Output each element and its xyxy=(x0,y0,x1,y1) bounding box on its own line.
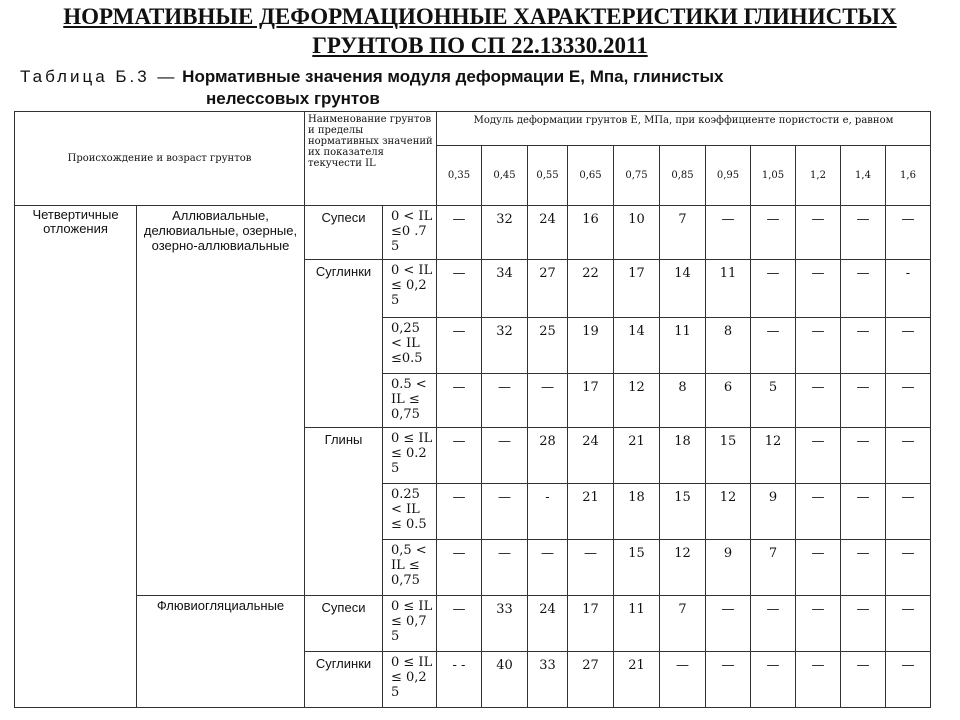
modulus-value: - xyxy=(528,484,568,540)
modulus-value: 5 xyxy=(751,374,796,428)
modulus-value: — xyxy=(841,596,886,652)
modulus-value: 28 xyxy=(528,428,568,484)
slide-title xyxy=(20,2,940,60)
modulus-value: — xyxy=(886,540,931,596)
header-row xyxy=(15,112,931,146)
modulus-value: — xyxy=(886,206,931,260)
liquidity-range: 0,5 < IL ≤ 0,75 xyxy=(383,540,437,596)
modulus-value: — xyxy=(886,652,931,708)
modulus-value: — xyxy=(482,540,528,596)
porosity-value: 0,55 xyxy=(528,146,568,206)
modulus-value: — xyxy=(796,260,841,318)
modulus-value: — xyxy=(886,484,931,540)
modulus-value: — xyxy=(437,260,482,318)
slide-title-line2: ГРУНТОВ ПО СП 22.13330.2011 xyxy=(312,33,648,58)
modulus-value: 34 xyxy=(482,260,528,318)
header-modulus: Модуль деформации грунтов E, МПа, при коэффициенте пористости e, равном xyxy=(437,112,931,146)
modulus-value: — xyxy=(568,540,614,596)
modulus-value: — xyxy=(437,206,482,260)
porosity-value: 0,85 xyxy=(660,146,706,206)
modulus-value: — xyxy=(437,428,482,484)
group-fluvioglacial: Флювиогляциальные xyxy=(137,596,305,708)
modulus-value: 19 xyxy=(568,318,614,374)
modulus-value: 12 xyxy=(706,484,751,540)
modulus-value: 15 xyxy=(614,540,660,596)
modulus-value: — xyxy=(796,206,841,260)
modulus-value: — xyxy=(886,318,931,374)
modulus-value: — xyxy=(796,540,841,596)
modulus-value: — xyxy=(796,428,841,484)
liquidity-range: 0.25 < IL ≤ 0.5 xyxy=(383,484,437,540)
modulus-value: 11 xyxy=(660,318,706,374)
modulus-value: 16 xyxy=(568,206,614,260)
liquidity-range: 0,25 < IL ≤0.5 xyxy=(383,318,437,374)
porosity-value: 0,95 xyxy=(706,146,751,206)
group-alluvial: Аллювиальные, делювиальные, озерные, озерно-аллювиальные xyxy=(137,206,305,596)
liquidity-range: 0 < IL ≤0 .75 xyxy=(383,206,437,260)
modulus-value: — xyxy=(841,260,886,318)
modulus-value: 27 xyxy=(568,652,614,708)
liquidity-range: 0 ≤ IL ≤ 0,25 xyxy=(383,652,437,708)
modulus-value: 32 xyxy=(482,206,528,260)
modulus-value: 6 xyxy=(706,374,751,428)
modulus-value: 9 xyxy=(751,484,796,540)
modulus-value: 17 xyxy=(568,596,614,652)
modulus-value: 27 xyxy=(528,260,568,318)
modulus-value: — xyxy=(796,652,841,708)
modulus-value: 21 xyxy=(614,652,660,708)
soil-sandy-loam: Супеси xyxy=(305,596,383,652)
modulus-value: — xyxy=(706,596,751,652)
soil-loam: Суглинки xyxy=(305,260,383,428)
porosity-value: 1,2 xyxy=(796,146,841,206)
modulus-value: 12 xyxy=(614,374,660,428)
modulus-value: — xyxy=(796,374,841,428)
modulus-value: — xyxy=(437,374,482,428)
modulus-value: — xyxy=(482,428,528,484)
modulus-value: — xyxy=(841,206,886,260)
modulus-value: 12 xyxy=(751,428,796,484)
porosity-value: 0,35 xyxy=(437,146,482,206)
modulus-value: 8 xyxy=(706,318,751,374)
modulus-value: — xyxy=(841,428,886,484)
modulus-value: 14 xyxy=(614,318,660,374)
modulus-value: 7 xyxy=(660,206,706,260)
table-row xyxy=(15,596,931,652)
modulus-value: 22 xyxy=(568,260,614,318)
soil-loam: Суглинки xyxy=(305,652,383,708)
modulus-value: 7 xyxy=(751,540,796,596)
table-caption xyxy=(20,66,940,88)
soil-sandy-loam: Супеси xyxy=(305,206,383,260)
modulus-value: — xyxy=(841,540,886,596)
modulus-value: 11 xyxy=(614,596,660,652)
modulus-value: — xyxy=(437,484,482,540)
slide-title-line1: НОРМАТИВНЫЕ ДЕФОРМАЦИОННЫЕ ХАРАКТЕРИСТИКИ ГЛИНИСТЫХ xyxy=(63,4,897,29)
deformation-modulus-table xyxy=(14,111,931,708)
liquidity-range: 0 < IL ≤ 0,25 xyxy=(383,260,437,318)
modulus-value: — xyxy=(751,206,796,260)
modulus-value: 33 xyxy=(528,652,568,708)
modulus-value: 18 xyxy=(614,484,660,540)
modulus-value: 40 xyxy=(482,652,528,708)
modulus-value: 15 xyxy=(660,484,706,540)
modulus-value: - xyxy=(886,260,931,318)
porosity-value: 1,6 xyxy=(886,146,931,206)
modulus-value: 33 xyxy=(482,596,528,652)
header-origin-age: Происхождение и возраст грунтов xyxy=(15,112,305,206)
modulus-value: — xyxy=(751,596,796,652)
table-row xyxy=(15,206,931,260)
modulus-value: — xyxy=(796,484,841,540)
porosity-value: 0,45 xyxy=(482,146,528,206)
modulus-value: 7 xyxy=(660,596,706,652)
modulus-value: — xyxy=(841,318,886,374)
modulus-value: 24 xyxy=(528,596,568,652)
modulus-value: 18 xyxy=(660,428,706,484)
modulus-value: — xyxy=(482,374,528,428)
modulus-value: - - xyxy=(437,652,482,708)
modulus-value: 12 xyxy=(660,540,706,596)
modulus-value: — xyxy=(841,652,886,708)
liquidity-range: 0 ≤ IL ≤ 0,75 xyxy=(383,596,437,652)
modulus-value: 24 xyxy=(528,206,568,260)
modulus-value: 10 xyxy=(614,206,660,260)
modulus-value: 21 xyxy=(568,484,614,540)
modulus-value: — xyxy=(886,374,931,428)
soil-clay: Глины xyxy=(305,428,383,596)
caption-text: Нормативные значения модуля деформации E, Мпа, глинистых xyxy=(182,67,724,86)
modulus-value: 25 xyxy=(528,318,568,374)
modulus-value: — xyxy=(751,260,796,318)
liquidity-range: 0.5 < IL ≤ 0,75 xyxy=(383,374,437,428)
modulus-value: — xyxy=(437,596,482,652)
modulus-value: — xyxy=(751,652,796,708)
porosity-value: 0,65 xyxy=(568,146,614,206)
modulus-value: 21 xyxy=(614,428,660,484)
liquidity-range: 0 ≤ IL ≤ 0.25 xyxy=(383,428,437,484)
modulus-value: 9 xyxy=(706,540,751,596)
modulus-value: 8 xyxy=(660,374,706,428)
modulus-value: — xyxy=(886,428,931,484)
modulus-value: — xyxy=(841,374,886,428)
modulus-value: — xyxy=(796,318,841,374)
modulus-value: — xyxy=(706,206,751,260)
modulus-value: 17 xyxy=(568,374,614,428)
modulus-value: — xyxy=(886,596,931,652)
modulus-value: 11 xyxy=(706,260,751,318)
modulus-value: — xyxy=(437,318,482,374)
modulus-value: — xyxy=(528,374,568,428)
origin-cell: Четвертичные отложения xyxy=(15,206,137,708)
modulus-value: — xyxy=(751,318,796,374)
modulus-value: — xyxy=(437,540,482,596)
header-soil-name-limits: Наименование грунтов и пределы нормативных значений их показателя текучести IL xyxy=(305,112,437,206)
modulus-value: — xyxy=(482,484,528,540)
porosity-value: 0,75 xyxy=(614,146,660,206)
modulus-value: — xyxy=(841,484,886,540)
modulus-value: 14 xyxy=(660,260,706,318)
modulus-value: 15 xyxy=(706,428,751,484)
modulus-value: — xyxy=(660,652,706,708)
modulus-value: 24 xyxy=(568,428,614,484)
porosity-value: 1,4 xyxy=(841,146,886,206)
modulus-value: — xyxy=(706,652,751,708)
modulus-value: 32 xyxy=(482,318,528,374)
porosity-value: 1,05 xyxy=(751,146,796,206)
caption-text-line2: нелессовых грунтов xyxy=(206,89,380,108)
modulus-value: — xyxy=(528,540,568,596)
caption-label: Таблица Б.3 — xyxy=(20,67,178,86)
modulus-value: 17 xyxy=(614,260,660,318)
modulus-value: — xyxy=(796,596,841,652)
